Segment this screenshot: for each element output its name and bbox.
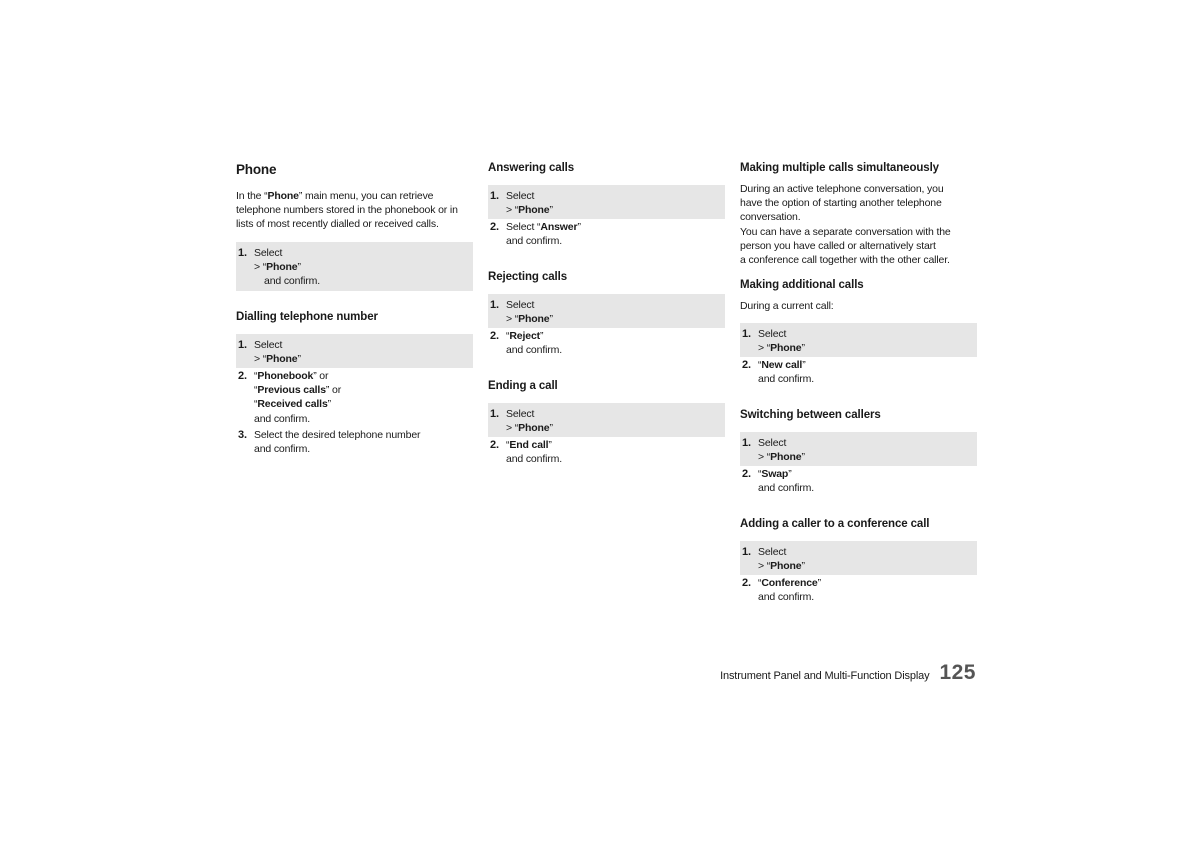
step-text [506,329,562,357]
step-number: 1. [742,437,751,449]
section-heading-ending: Ending a call [488,380,558,392]
step-confirm: and confirm. [758,373,814,386]
step-select: Select [758,437,787,449]
menu-item-name: Phone [266,353,298,366]
step-path [506,421,553,435]
step-text [758,327,805,355]
step-number: 2. [490,330,499,342]
para-line: During a current call: [740,300,834,312]
step-path [506,312,553,326]
quote: ” [817,577,821,589]
quote: “ [254,398,258,411]
menu-item-name: Phone [770,342,802,355]
step-confirm: and confirm. [264,275,320,288]
quote: “ [506,439,510,451]
section-heading-multiple: Making multiple calls simultaneously [740,162,939,174]
footer-section-title: Instrument Panel and Multi-Function Display [720,670,930,682]
step-text [254,369,341,426]
intro-paragraph [236,189,473,232]
step-line: Select the desired telephone number [254,429,421,441]
step-number: 1. [490,299,499,311]
menu-item-name: Phone [518,204,550,217]
menu-item-name: Phone [266,261,298,274]
quote: “ [758,359,762,371]
step-text [758,358,814,386]
quote: ” [802,359,806,371]
step-confirm: and confirm. [506,453,562,466]
step-confirm: and confirm. [254,412,310,425]
step-action [506,329,562,343]
step-number: 1. [238,247,247,259]
quote: ” [788,468,792,480]
quote: “ [254,370,258,382]
path-suffix: ” [297,261,301,274]
step-action [506,438,562,452]
menu-item-name: Reject [509,330,540,342]
menu-item-name: Answer [540,221,578,233]
step-option [254,397,341,411]
path-suffix: ” [801,451,805,464]
step-path [758,559,805,573]
quote: “ [758,577,762,589]
step-number: 2. [238,370,247,382]
step-text [506,438,562,466]
step-action [758,576,821,590]
para-line: a conference call together with the other caller. [740,254,950,267]
para-line: have the option of starting another telephone [740,197,942,210]
path-suffix: ” [549,204,553,217]
menu-item-name: Conference [761,577,818,589]
quote: “ [254,384,258,397]
step-text [758,576,821,604]
step-text [506,298,553,326]
menu-item-name: Phone [518,313,550,326]
quote: “ [758,468,762,480]
step-number: 2. [742,468,751,480]
path-suffix: ” [549,313,553,326]
menu-item-name: New call [761,359,803,371]
step-number: 2. [742,359,751,371]
step-number: 1. [490,190,499,202]
step-confirm: and confirm. [506,344,562,357]
step-select: Select [758,546,787,558]
menu-item-name: Phone [770,560,802,573]
step-number: 1. [490,408,499,420]
intro-text: In the “ [236,190,268,202]
quote: ” or [313,370,329,382]
step-path [254,260,320,274]
section-heading-answering: Answering calls [488,162,575,174]
path-suffix: ” [801,560,805,573]
step-confirm: and confirm. [506,235,562,248]
path-prefix: > “ [758,451,771,464]
menu-item-name: Phone [518,422,550,435]
step-text [254,338,301,366]
step-text [254,428,420,456]
step-text [758,467,814,495]
step-path [758,450,805,464]
page-number: 125 [939,661,976,684]
path-prefix: > “ [506,204,519,217]
section-heading-switching: Switching between callers [740,409,881,421]
step-text [506,189,553,217]
intro-text: ” main menu, you can retrieve [298,190,434,202]
para-line: person you have called or alternatively start [740,239,936,252]
step-path [506,203,553,217]
path-suffix: ” [801,342,805,355]
intro-line-2: telephone numbers stored in the phonebook or in [236,204,458,217]
intro-bold: Phone [267,190,299,202]
multiple-paragraph [740,182,977,267]
para-line: You can have a separate conversation with the [740,225,951,238]
menu-item-name: Previous calls [257,384,326,397]
step-text [506,407,553,435]
step-action [506,220,581,234]
step-text [758,436,805,464]
step-number: 1. [238,339,247,351]
menu-item-name: Phone [770,451,802,464]
step-text [758,545,805,573]
section-heading-rejecting: Rejecting calls [488,271,568,283]
step-option [254,369,341,383]
step-action [758,467,814,481]
step-number: 2. [490,221,499,233]
step-select: Select [254,247,283,259]
action-prefix: Select “ [506,221,541,233]
step-select: Select [506,299,535,311]
step-confirm: and confirm. [758,591,814,604]
step-confirm: and confirm. [254,443,310,456]
path-prefix: > “ [254,353,267,366]
quote: ” [539,330,544,342]
path-prefix: > “ [758,560,771,573]
quote: ” [577,221,581,233]
page-title: Phone [236,162,277,177]
step-path [254,352,301,366]
step-select: Select [506,190,535,202]
path-prefix: > “ [506,422,519,435]
intro-line-3: lists of most recently dialled or received calls. [236,218,439,231]
step-text [506,220,581,248]
quote: ” [548,439,552,451]
step-number: 2. [490,439,499,451]
menu-item-name: Received calls [257,398,328,411]
path-prefix: > “ [506,313,519,326]
path-suffix: ” [549,422,553,435]
quote: ” or [325,384,342,397]
menu-item-name: Phonebook [257,370,314,382]
menu-item-name: Swap [761,468,789,480]
para-line: During an active telephone conversation, you [740,183,944,195]
page-footer [720,662,976,684]
step-number: 1. [742,328,751,340]
step-select: Select [254,339,283,351]
step-action [758,358,814,372]
step-text [254,246,320,289]
para-line: conversation. [740,211,801,224]
additional-intro [740,299,977,313]
quote: ” [327,398,332,411]
step-number: 3. [238,429,247,441]
quote: “ [506,330,510,342]
section-heading-additional: Making additional calls [740,279,864,291]
step-path [758,341,805,355]
path-prefix: > “ [254,261,267,274]
step-number: 1. [742,546,751,558]
intro-line-1 [236,189,473,203]
step-number: 2. [742,577,751,589]
step-option [254,383,341,397]
section-heading-conference: Adding a caller to a conference call [740,518,930,530]
step-select: Select [506,408,535,420]
step-confirm: and confirm. [758,482,814,495]
path-suffix: ” [297,353,301,366]
menu-item-name: End call [509,439,549,451]
step-select: Select [758,328,787,340]
section-heading-dialling: Dialling telephone number [236,311,378,323]
path-prefix: > “ [758,342,771,355]
